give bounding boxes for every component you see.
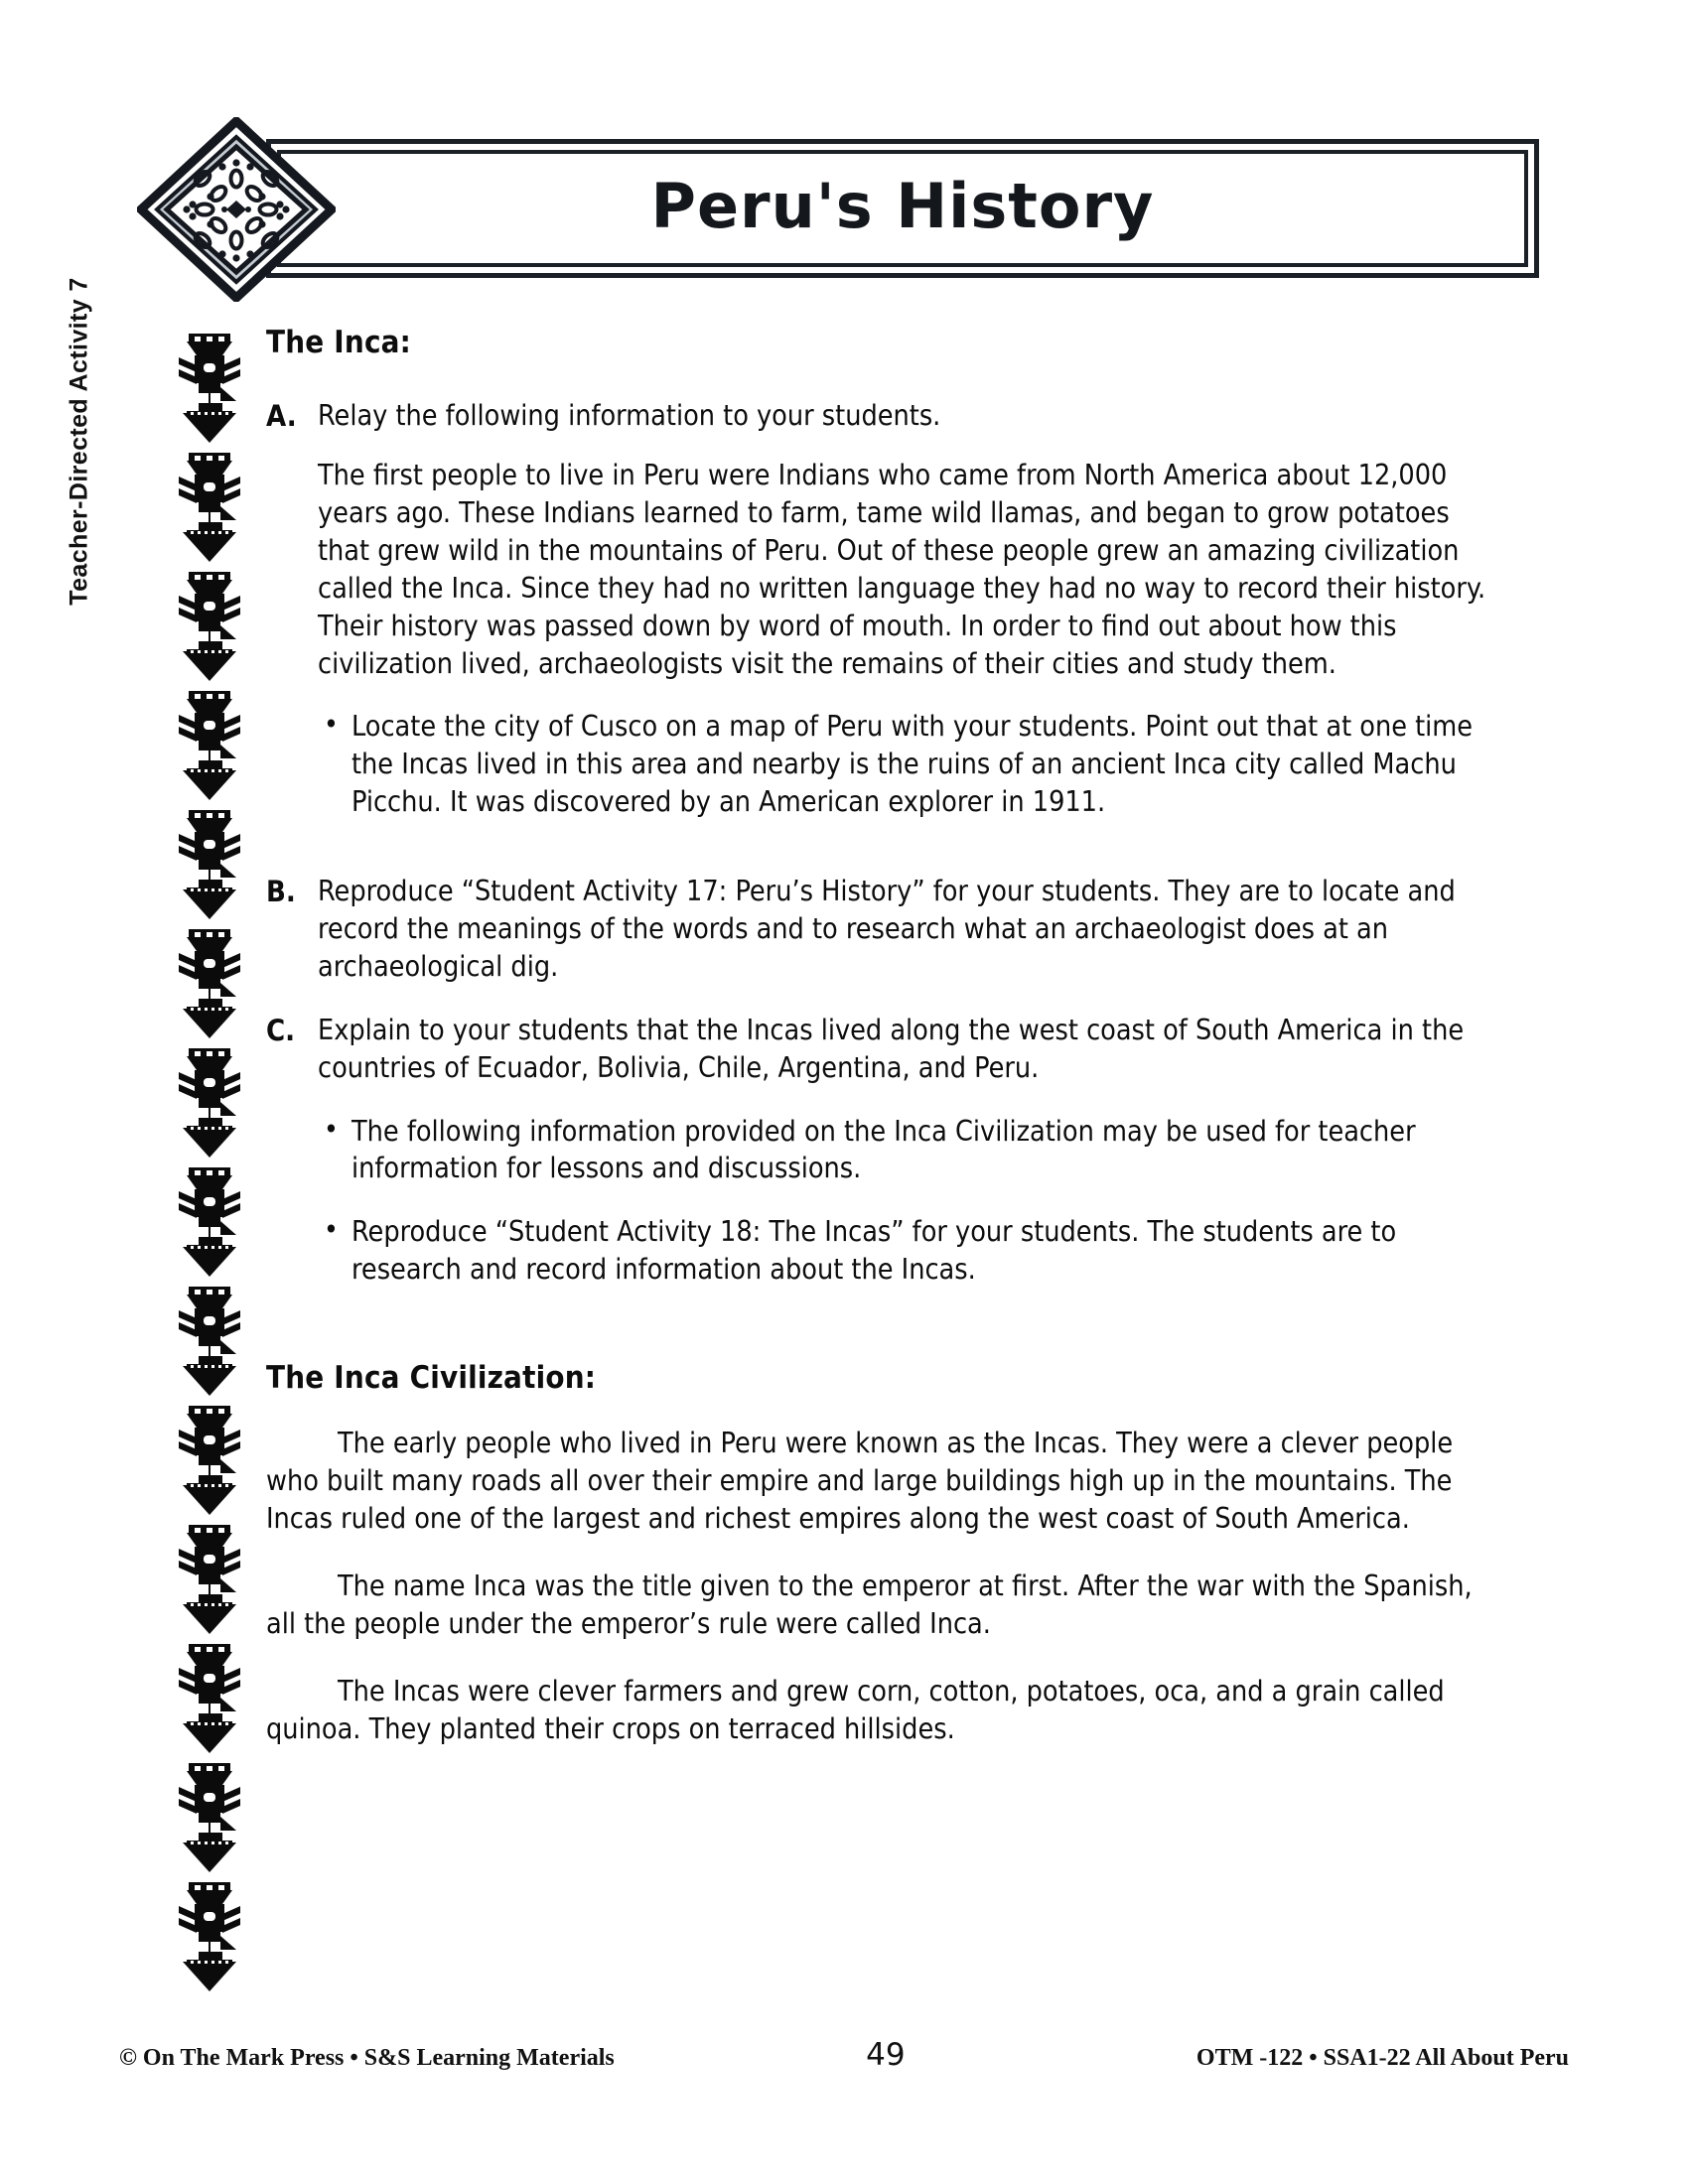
bullet-icon: • bbox=[324, 1213, 339, 1247]
list-body-a bbox=[318, 397, 1497, 847]
item-c-bullets bbox=[318, 1113, 1497, 1290]
page-title: Peru's History bbox=[650, 170, 1155, 242]
header-title-bar bbox=[266, 139, 1539, 278]
list-item-a bbox=[266, 397, 1497, 847]
civilization-paragraph-2: The name Inca was the title given to the emperor at first. After the war with the Spanish, all the people under the emperor’s rule were called Inca. bbox=[266, 1570, 1473, 1640]
list-item bbox=[318, 1113, 1497, 1188]
list-body-b bbox=[318, 873, 1497, 986]
list-item bbox=[318, 1213, 1497, 1289]
civilization-heading: The Inca Civilization: bbox=[266, 1360, 597, 1397]
bullet-text: Reproduce “Student Activity 18: The Incas” for your students. The students are to research and record information about the Incas. bbox=[352, 1215, 1397, 1287]
list-marker-b: B. bbox=[266, 875, 296, 909]
andean-border-ornament-icon bbox=[175, 328, 244, 2005]
list-marker-c: C. bbox=[266, 1013, 296, 1047]
bullet-text: The following information provided on the Inca Civilization may be used for teacher information for lessons and discussions. bbox=[352, 1114, 1416, 1185]
inca-diamond-medallion-icon bbox=[137, 117, 336, 302]
footer-product-code: OTM -122 • SSA1-22 All About Peru bbox=[1196, 2045, 1569, 2071]
page-header bbox=[0, 117, 1688, 301]
list-marker-a: A. bbox=[266, 399, 297, 434]
list-item bbox=[318, 708, 1497, 821]
bullet-icon: • bbox=[324, 1112, 339, 1146]
civilization-paragraph-3: The Incas were clever farmers and grew corn, cotton, potatoes, oca, and a grain called quinoa. They planted their crops on terraced hillsides. bbox=[266, 1674, 1445, 1745]
civilization-paragraph-1: The early people who lived in Peru were known as the Incas. They were a clever people who built many roads all over their empire and large buildings high up in the mountains. The Incas ruled one of the largest and richest empires along the west coast of South America. bbox=[266, 1427, 1454, 1536]
header-title-bar-inner bbox=[277, 150, 1528, 267]
bullet-text: Locate the city of Cusco on a map of Peru with your students. Point out that at one time the Incas lived in this area and nearby is the ruins of an ancient Inca city called Machu Picchu. It was discovered by an American explorer in 1911. bbox=[352, 710, 1474, 819]
section-heading: The Inca: bbox=[266, 325, 412, 360]
activity-side-label: Teacher-Directed Activity 7 bbox=[65, 277, 93, 606]
page-footer bbox=[119, 2037, 1569, 2073]
item-b-lead: Reproduce “Student Activity 17: Peru’s History” for your students. They are to locate and record the meanings of the words and to research what an archaeologist does at an archaeological dig. bbox=[318, 875, 1456, 983]
page-number: 49 bbox=[866, 2037, 906, 2073]
list-item-c bbox=[266, 1012, 1497, 1314]
item-a-bullets bbox=[318, 708, 1497, 821]
item-c-lead: Explain to your students that the Incas lived along the west coast of South America in the countries of Ecuador, Bolivia, Chile, Argentina, and Peru. bbox=[318, 1013, 1465, 1084]
list-body-c bbox=[318, 1012, 1497, 1314]
list-item-b bbox=[266, 873, 1497, 986]
item-a-paragraph: The first people to live in Peru were Indians who came from North America about 12,000 years ago. These Indians learned to farm, tame wild llamas, and began to grow potatoes that grew wild in the mountains of Peru. Out of these people grew an amazing civilization called the Inca. Since they had no written language they had no way to record their history. Their history was passed down by word of mouth. In order to find out about how this civilization lived, archaeologists visit the remains of their cities and study them. bbox=[318, 459, 1486, 680]
item-a-lead: Relay the following information to your students. bbox=[318, 399, 941, 433]
footer-copyright: © On The Mark Press • S&S Learning Materials bbox=[119, 2045, 615, 2071]
page-content bbox=[266, 323, 1497, 1778]
bullet-icon: • bbox=[324, 708, 339, 742]
